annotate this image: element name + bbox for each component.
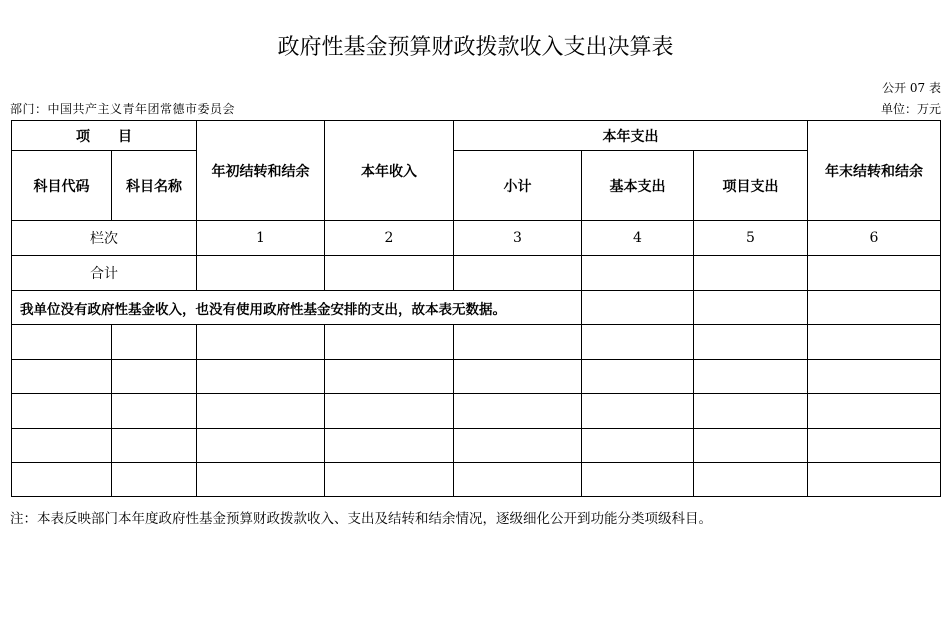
table-cell (582, 325, 694, 360)
table-cell (582, 394, 694, 429)
index-cell: 4 (582, 221, 694, 256)
budget-table (11, 120, 941, 497)
total-row (12, 256, 941, 291)
table-cell (325, 463, 454, 497)
header-begin-balance: 年初结转和结余 (197, 121, 325, 221)
table-cell (454, 360, 582, 394)
table-cell (112, 429, 197, 463)
header-item: 项 目 (12, 121, 197, 151)
table-cell (325, 256, 454, 291)
unit-label: 单位：万元 (880, 102, 941, 116)
table-row (12, 429, 941, 463)
table-cell (197, 360, 325, 394)
header-basic: 基本支出 (582, 151, 694, 221)
table-row (12, 360, 941, 394)
index-cell: 6 (808, 221, 941, 256)
header-expense: 本年支出 (454, 121, 808, 151)
table-cell (454, 429, 582, 463)
table-cell (808, 429, 941, 463)
table-cell (808, 291, 941, 325)
table-cell (197, 429, 325, 463)
table-cell (112, 394, 197, 429)
table-cell (808, 360, 941, 394)
department-label: 部门：中国共产主义青年团常德市委员会 (10, 102, 236, 116)
table-cell (197, 256, 325, 291)
table-cell (112, 463, 197, 497)
header-end-balance: 年末结转和结余 (808, 121, 941, 221)
table-cell (582, 291, 694, 325)
table-cell (325, 394, 454, 429)
form-number: 公开 07 表 (882, 81, 941, 95)
table-cell (325, 325, 454, 360)
table-row (12, 325, 941, 360)
header-code: 科目代码 (12, 151, 112, 221)
table-cell (694, 256, 808, 291)
table-cell (808, 325, 941, 360)
table-cell (325, 360, 454, 394)
index-cell: 3 (454, 221, 582, 256)
header-project: 项目支出 (694, 151, 808, 221)
index-cell: 1 (197, 221, 325, 256)
table-cell (197, 325, 325, 360)
table-cell (112, 360, 197, 394)
table-cell (454, 463, 582, 497)
table-cell (12, 394, 112, 429)
total-label: 合计 (12, 256, 197, 291)
table-cell (12, 360, 112, 394)
table-cell (582, 429, 694, 463)
header-subtotal: 小计 (454, 151, 582, 221)
header-income: 本年收入 (325, 121, 454, 221)
table-cell (582, 256, 694, 291)
table-row (12, 463, 941, 497)
table-cell (12, 429, 112, 463)
page-title: 政府性基金预算财政拨款收入支出决算表 (277, 35, 674, 60)
table-cell (808, 463, 941, 497)
table-cell (12, 325, 112, 360)
table-cell (454, 325, 582, 360)
no-data-note: 我单位没有政府性基金收入，也没有使用政府性基金安排的支出，故本表无数据。 (12, 291, 582, 325)
table-cell (694, 360, 808, 394)
table-cell (694, 325, 808, 360)
table-cell (694, 291, 808, 325)
table-cell (197, 463, 325, 497)
table-cell (582, 360, 694, 394)
table-cell (808, 256, 941, 291)
index-cell: 5 (694, 221, 808, 256)
table-cell (694, 394, 808, 429)
table-cell (694, 463, 808, 497)
table-cell (582, 463, 694, 497)
table-cell (325, 429, 454, 463)
table-cell (694, 429, 808, 463)
table-row (12, 394, 941, 429)
header-name: 科目名称 (112, 151, 197, 221)
table-cell (454, 256, 582, 291)
table-cell (808, 394, 941, 429)
index-label: 栏次 (12, 221, 197, 256)
table-cell (454, 394, 582, 429)
index-row (12, 221, 941, 256)
note-row (12, 291, 941, 325)
table-cell (12, 463, 112, 497)
footnote: 注：本表反映部门本年度政府性基金预算财政拨款收入、支出及结转和结余情况，逐级细化公开到功能分类项级科目。 (10, 511, 712, 527)
table-cell (197, 394, 325, 429)
index-cell: 2 (325, 221, 454, 256)
table-cell (112, 325, 197, 360)
